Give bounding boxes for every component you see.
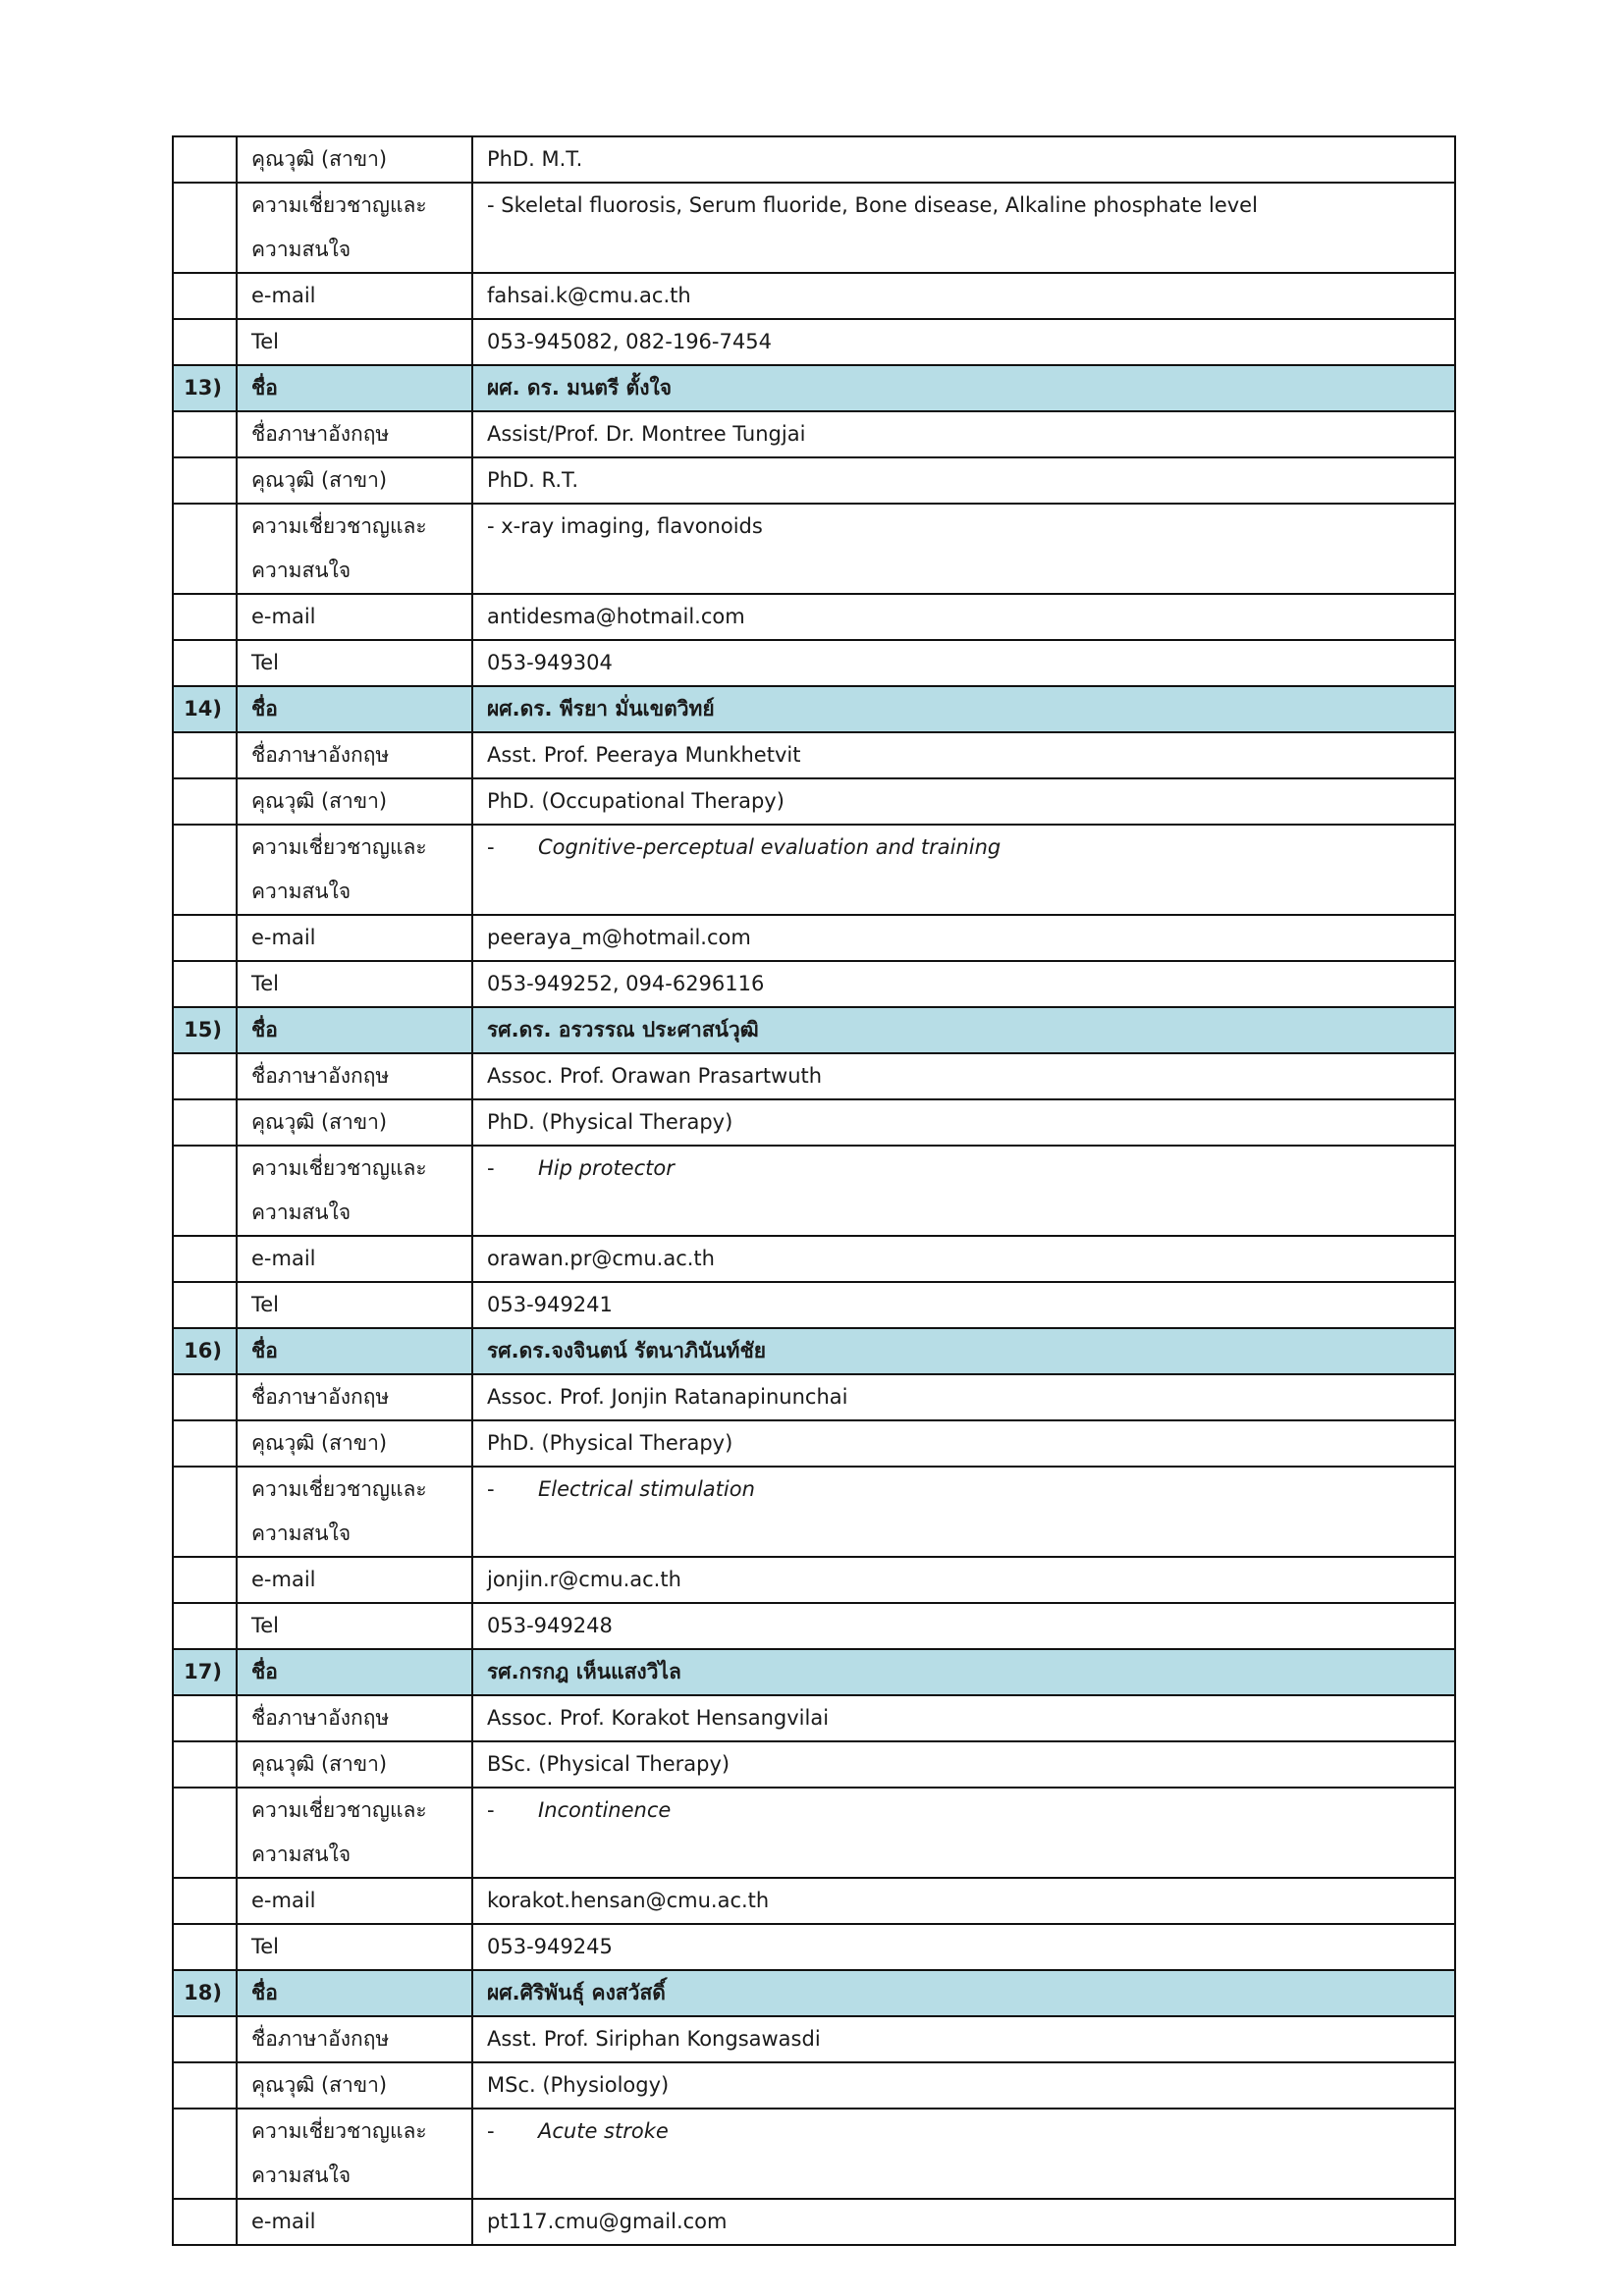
staff-table (172, 135, 1456, 2246)
table-row (173, 1420, 1455, 1467)
table-row (173, 640, 1455, 686)
row-number: 17) (173, 1649, 237, 1695)
row-number (173, 640, 237, 686)
field-label: Tel (237, 1282, 472, 1328)
row-number (173, 1788, 237, 1878)
table-row (173, 2062, 1455, 2109)
field-label: ชื่อภาษาอังกฤษ (237, 411, 472, 457)
row-number (173, 1282, 237, 1328)
field-value: korakot.hensan@cmu.ac.th (472, 1878, 1455, 1924)
table-row (173, 2109, 1455, 2199)
table-row (173, 136, 1455, 183)
field-value: MSc. (Physiology) (472, 2062, 1455, 2109)
field-label: ชื่อ (237, 686, 472, 732)
field-value: - Skeletal fluorosis, Serum fluoride, Bone disease, Alkaline phosphate level (472, 183, 1455, 273)
field-value: peeraya_m@hotmail.com (472, 915, 1455, 961)
row-number (173, 183, 237, 273)
person-header-row (173, 1328, 1455, 1374)
table-row (173, 1878, 1455, 1924)
row-number (173, 504, 237, 594)
table-row (173, 1282, 1455, 1328)
row-number (173, 1053, 237, 1099)
row-number (173, 1236, 237, 1282)
table-row (173, 1924, 1455, 1970)
field-label: Tel (237, 1603, 472, 1649)
field-value (472, 2109, 1455, 2199)
field-value: 053-949304 (472, 640, 1455, 686)
table-row (173, 1236, 1455, 1282)
field-value: 053-949248 (472, 1603, 1455, 1649)
field-label: ความเชี่ยวชาญและความสนใจ (237, 183, 472, 273)
field-label: คุณวุฒิ (สาขา) (237, 1099, 472, 1146)
field-label: ชื่อภาษาอังกฤษ (237, 732, 472, 778)
field-value: jonjin.r@cmu.ac.th (472, 1557, 1455, 1603)
table-row (173, 594, 1455, 640)
bullet-dash: - (487, 1477, 495, 1501)
field-label: ความเชี่ยวชาญและความสนใจ (237, 504, 472, 594)
row-number: 16) (173, 1328, 237, 1374)
row-number (173, 915, 237, 961)
table-row (173, 915, 1455, 961)
row-number (173, 961, 237, 1007)
bullet-dash: - (487, 1156, 495, 1180)
bullet-dash: - (487, 835, 495, 859)
field-label: e-mail (237, 1557, 472, 1603)
field-value: PhD. (Physical Therapy) (472, 1099, 1455, 1146)
field-label: e-mail (237, 1878, 472, 1924)
expertise-text: Hip protector (538, 1156, 675, 1180)
row-number: 14) (173, 686, 237, 732)
field-label: คุณวุฒิ (สาขา) (237, 1741, 472, 1788)
field-label: ความเชี่ยวชาญและความสนใจ (237, 1788, 472, 1878)
field-label: คุณวุฒิ (สาขา) (237, 136, 472, 183)
row-number (173, 778, 237, 825)
person-header-row (173, 1649, 1455, 1695)
field-label: Tel (237, 1924, 472, 1970)
row-number (173, 273, 237, 319)
table-row (173, 778, 1455, 825)
field-label: คุณวุฒิ (สาขา) (237, 457, 472, 504)
field-value: Assoc. Prof. Korakot Hensangvilai (472, 1695, 1455, 1741)
field-label: ชื่อ (237, 1007, 472, 1053)
row-number (173, 2016, 237, 2062)
field-label: คุณวุฒิ (สาขา) (237, 778, 472, 825)
row-number (173, 457, 237, 504)
field-value: 053-949245 (472, 1924, 1455, 1970)
table-row (173, 1146, 1455, 1236)
row-number: 13) (173, 365, 237, 411)
field-value: PhD. (Physical Therapy) (472, 1420, 1455, 1467)
table-row (173, 2199, 1455, 2245)
field-label: Tel (237, 961, 472, 1007)
field-label: Tel (237, 640, 472, 686)
field-label: e-mail (237, 1236, 472, 1282)
field-label: ชื่อภาษาอังกฤษ (237, 1695, 472, 1741)
field-value: PhD. R.T. (472, 457, 1455, 504)
table-row (173, 1053, 1455, 1099)
field-label: ความเชี่ยวชาญและความสนใจ (237, 1146, 472, 1236)
table-row (173, 504, 1455, 594)
row-number (173, 136, 237, 183)
person-header-row (173, 686, 1455, 732)
table-row (173, 411, 1455, 457)
field-value: PhD. M.T. (472, 136, 1455, 183)
field-label: Tel (237, 319, 472, 365)
field-value: Assoc. Prof. Jonjin Ratanapinunchai (472, 1374, 1455, 1420)
field-label: ความเชี่ยวชาญและความสนใจ (237, 1467, 472, 1557)
row-number (173, 732, 237, 778)
field-value: Assist/Prof. Dr. Montree Tungjai (472, 411, 1455, 457)
row-number (173, 1099, 237, 1146)
field-value (472, 1467, 1455, 1557)
expertise-text: Cognitive-perceptual evaluation and training (538, 835, 1001, 859)
field-value: BSc. (Physical Therapy) (472, 1741, 1455, 1788)
field-value (472, 1788, 1455, 1878)
field-value (472, 1146, 1455, 1236)
field-value: orawan.pr@cmu.ac.th (472, 1236, 1455, 1282)
person-header-row (173, 1970, 1455, 2016)
field-value: - x-ray imaging, flavonoids (472, 504, 1455, 594)
row-number: 15) (173, 1007, 237, 1053)
row-number (173, 1146, 237, 1236)
field-value: fahsai.k@cmu.ac.th (472, 273, 1455, 319)
row-number (173, 319, 237, 365)
field-value: ผศ.ศิริพันธุ์ คงสวัสดิ์ (472, 1970, 1455, 2016)
row-number (173, 1741, 237, 1788)
field-value (472, 825, 1455, 915)
field-value: 053-949252, 094-6296116 (472, 961, 1455, 1007)
table-row (173, 1467, 1455, 1557)
row-number (173, 2109, 237, 2199)
table-row (173, 1099, 1455, 1146)
field-label: ความเชี่ยวชาญและความสนใจ (237, 825, 472, 915)
field-value: 053-949241 (472, 1282, 1455, 1328)
field-label: ชื่อ (237, 1649, 472, 1695)
field-value: Assoc. Prof. Orawan Prasartwuth (472, 1053, 1455, 1099)
field-label: คุณวุฒิ (สาขา) (237, 2062, 472, 2109)
table-row (173, 2016, 1455, 2062)
field-label: ชื่อ (237, 365, 472, 411)
table-row (173, 825, 1455, 915)
row-number: 18) (173, 1970, 237, 2016)
field-value: Asst. Prof. Siriphan Kongsawasdi (472, 2016, 1455, 2062)
row-number (173, 2199, 237, 2245)
expertise-text: Acute stroke (538, 2119, 669, 2143)
table-row (173, 319, 1455, 365)
field-label: ความเชี่ยวชาญและความสนใจ (237, 2109, 472, 2199)
field-label: ชื่อ (237, 1970, 472, 2016)
row-number (173, 411, 237, 457)
staff-table-body (173, 136, 1455, 2245)
table-row (173, 1695, 1455, 1741)
row-number (173, 1695, 237, 1741)
field-label: e-mail (237, 594, 472, 640)
row-number (173, 1420, 237, 1467)
field-label: ชื่อภาษาอังกฤษ (237, 1053, 472, 1099)
table-row (173, 457, 1455, 504)
row-number (173, 1603, 237, 1649)
field-label: e-mail (237, 915, 472, 961)
bullet-dash: - (487, 2119, 495, 2143)
table-row (173, 1557, 1455, 1603)
field-value: pt117.cmu@gmail.com (472, 2199, 1455, 2245)
field-label: e-mail (237, 273, 472, 319)
table-row (173, 732, 1455, 778)
row-number (173, 1374, 237, 1420)
field-value: รศ.กรกฎ เห็นแสงวิไล (472, 1649, 1455, 1695)
person-header-row (173, 1007, 1455, 1053)
field-value: Asst. Prof. Peeraya Munkhetvit (472, 732, 1455, 778)
table-row (173, 1741, 1455, 1788)
field-label: e-mail (237, 2199, 472, 2245)
expertise-text: Electrical stimulation (538, 1477, 755, 1501)
field-value: ผศ.ดร. พีรยา มั่นเขตวิทย์ (472, 686, 1455, 732)
field-value: ผศ. ดร. มนตรี ตั้งใจ (472, 365, 1455, 411)
person-header-row (173, 365, 1455, 411)
row-number (173, 2062, 237, 2109)
field-value: รศ.ดร.จงจินตน์ รัตนาภินันท์ชัย (472, 1328, 1455, 1374)
table-row (173, 961, 1455, 1007)
table-row (173, 1603, 1455, 1649)
row-number (173, 1467, 237, 1557)
field-value: antidesma@hotmail.com (472, 594, 1455, 640)
expertise-text: Incontinence (538, 1798, 672, 1822)
table-row (173, 1788, 1455, 1878)
table-row (173, 183, 1455, 273)
row-number (173, 1557, 237, 1603)
field-label: ชื่อภาษาอังกฤษ (237, 2016, 472, 2062)
row-number (173, 1878, 237, 1924)
table-row (173, 1374, 1455, 1420)
table-row (173, 273, 1455, 319)
field-value: PhD. (Occupational Therapy) (472, 778, 1455, 825)
row-number (173, 825, 237, 915)
bullet-dash: - (487, 1798, 495, 1822)
field-value: 053-945082, 082-196-7454 (472, 319, 1455, 365)
field-value: รศ.ดร. อรวรรณ ประศาสน์วุฒิ (472, 1007, 1455, 1053)
field-label: ชื่อภาษาอังกฤษ (237, 1374, 472, 1420)
row-number (173, 1924, 237, 1970)
field-label: คุณวุฒิ (สาขา) (237, 1420, 472, 1467)
field-label: ชื่อ (237, 1328, 472, 1374)
row-number (173, 594, 237, 640)
